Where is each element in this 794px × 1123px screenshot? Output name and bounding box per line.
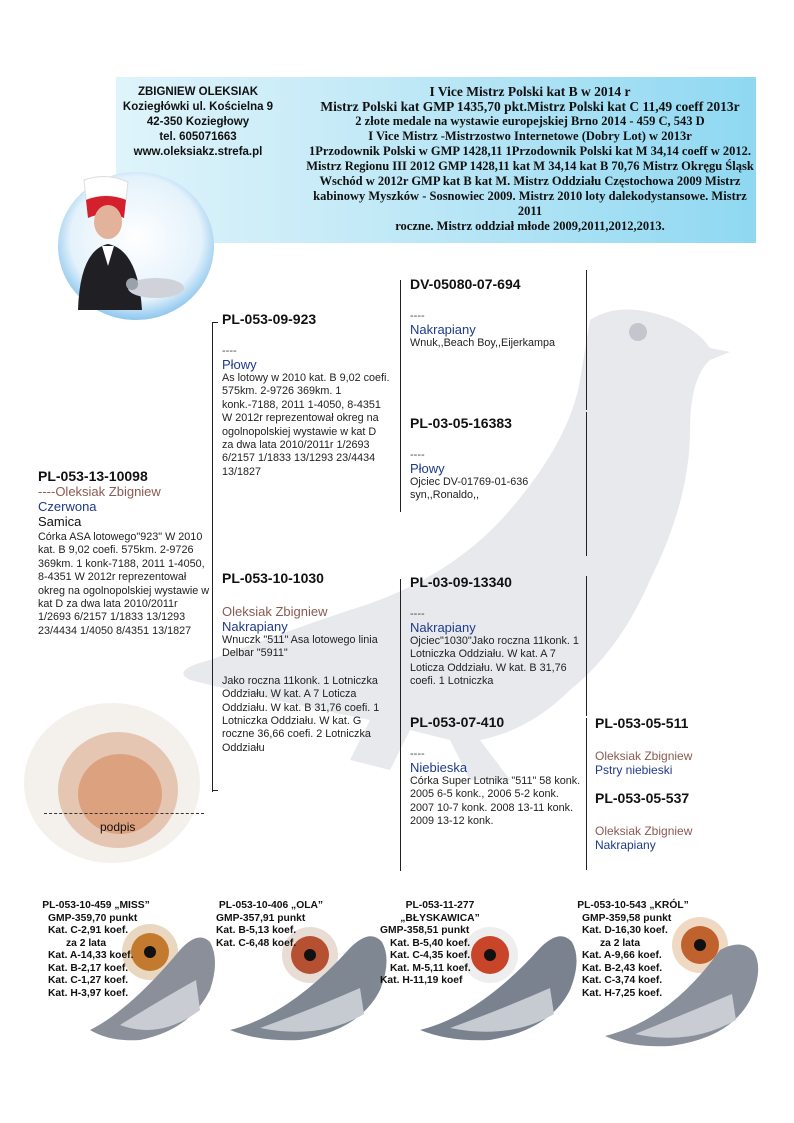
card-line: Kat. B-5,40 koef. (390, 937, 471, 949)
card-line: „BŁYSKAWICA” (400, 912, 480, 924)
sire-color: Płowy (222, 357, 257, 372)
sd-color: Płowy (410, 461, 445, 476)
title-line: 1Przodownik Polski w GMP 1428,11 1Przodownik Polski kat M 34,14 coeff w 2012. (308, 144, 751, 158)
bracket-line (212, 322, 213, 792)
bracket-line (212, 790, 218, 791)
card-line: GMP-359,70 punkt (48, 912, 138, 924)
dam-notes-1: Wnuczk "511" Asa lotowego linia Delbar "5911" (222, 634, 378, 660)
card-title: PL-053-10-406 „OLA” (218, 900, 324, 911)
dd-notes: Córka Super Lotnika "511" 58 konk. 2005 6-5 konk., 2006 5-2 konk. 2007 10-7 konk. 2008 13-11 konk. 2009 13-12 konk. (410, 775, 581, 828)
card-line: Kat. C-3,74 koef. (582, 975, 663, 986)
card-line: Kat. A-14,33 koef. (48, 950, 134, 961)
subject-notes: Córka ASA lotowego"923" W 2010 kat. B 9,02 coefi. 575km. 2-9726 369km. 1 konk-7188, 2011 1-4050, 8-4351 W 2012r reprezentował okreg na ogolnopolskiej wystawie w kat D za dwa lata 2010/2011r 1/2693 6/2157 1/1833 13/1293 23/4434 1/4050 8/4351 13/1827 (38, 531, 210, 637)
ss-color: Nakrapiany (410, 322, 476, 337)
dam-owner: Oleksiak Zbigniew (222, 604, 328, 619)
card-line: Kat. B-2,17 koef. (48, 962, 129, 974)
ss-notes: Wnuk,,Beach Boy,,Eijerkampa (410, 337, 556, 349)
subject-pigeon (38, 468, 210, 638)
sd-notes: Ojciec DV-01769-01-636 syn,,Ronaldo,, (410, 476, 529, 502)
dd-ring: PL-053-07-410 (410, 714, 505, 730)
title-line: Wschód w 2012r GMP kat B kat M. Mistrz Oddziału Częstochowa 2009 Mistrz (319, 174, 741, 188)
card-line: Kat. H-11,19 koef (380, 975, 463, 986)
great-grandsire (595, 715, 785, 777)
sire-dash: ---- (222, 345, 237, 357)
subject-owner: ----Oleksiak Zbigniew (38, 484, 161, 499)
card-line: GMP-358,51 punkt (380, 925, 470, 936)
title-line: Mistrz Regionu III 2012 GMP 1428,11 kat M 34,14 kat B 70,76 Mistrz Okręgu Śląsk (306, 159, 754, 173)
card-line: Kat. B-5,13 koef. (216, 925, 297, 936)
breeder-contact (118, 85, 278, 160)
dd-dash: ---- (410, 748, 425, 760)
dam-ring: PL-053-10-1030 (222, 570, 324, 586)
sire-sire (410, 276, 582, 350)
great-granddam (595, 790, 785, 852)
title-line: I Vice Mistrz Polski kat B w 2014 r (429, 84, 631, 99)
breeder-name: ZBIGNIEW OLEKSIAK (137, 86, 259, 98)
card-title: PL-053-10-459 „MISS” (42, 900, 150, 911)
address-line-1: Koziegłówki ul. Kościelna 9 (122, 101, 274, 113)
card-line: Kat. C-6,48 koef. (216, 937, 297, 949)
ddg1-ring: PL-053-05-511 (595, 715, 689, 731)
bottom-card-krol (568, 900, 698, 1000)
ddg2-owner: Oleksiak Zbigniew (595, 824, 693, 838)
ss-ring: DV-05080-07-694 (410, 276, 521, 292)
title-line: roczne. Mistrz oddział młode 2009,2011,2012,2013. (395, 219, 665, 233)
bottom-card-miss (26, 900, 166, 1000)
subject-sex: Samica (38, 514, 82, 529)
sd-ring: PL-03-05-16383 (410, 415, 512, 431)
title-line: I Vice Mistrz -Mistrzostwo Internetowe (Dobry Lot) w 2013r (368, 129, 692, 143)
sire (222, 311, 390, 479)
card-line: Kat. A-9,66 koef. (582, 950, 662, 961)
sire-notes: As lotowy w 2010 kat. B 9,02 coefi. 575km. 2-9726 369km. 1 konk.-7188, 2011 1-4050, 8-4351 W 2012r reprezentował okreg na ogolnopolskiej wystawie w kat D za dwa lata 2010/2011r 1/2693 6/2157 1/1833 13/1293 23/4434 13/1827 (222, 372, 390, 478)
card-line: Kat. C-1,27 koef. (48, 975, 129, 986)
phone: tel. 605071663 (159, 131, 237, 143)
address-line-2: 42-350 Koziegłowy (146, 116, 250, 128)
sire-dam (410, 415, 582, 503)
card-line: Kat. M-5,11 koef. (390, 962, 471, 974)
dd-color: Niebieska (410, 760, 468, 775)
card-line: za 2 lata (66, 937, 107, 949)
card-line: Kat. B-2,43 koef. (582, 962, 663, 974)
signature-line (44, 813, 204, 814)
website-link[interactable]: www.oleksiakz.strefa.pl (133, 146, 263, 158)
bracket-line (586, 412, 587, 556)
dam-dam (410, 714, 582, 829)
signature-label: podpis (100, 820, 136, 834)
card-line: za 2 lata (600, 937, 641, 949)
bracket-line (400, 579, 401, 871)
achievements (305, 84, 755, 234)
ds-ring: PL-03-09-13340 (410, 574, 512, 590)
sd-dash: ---- (410, 449, 425, 461)
card-line: GMP-359,58 punkt (582, 912, 672, 924)
bracket-line (400, 280, 401, 512)
card-line: Kat. C-2,91 koef. (48, 925, 129, 936)
card-line: Kat. H-7,25 koef. (582, 987, 663, 999)
bracket-line (586, 576, 587, 716)
bottom-card-blyskawica (380, 900, 500, 988)
card-line: Kat. C-4,35 koef. (390, 950, 471, 961)
ddg1-color: Pstry niebieski (595, 763, 673, 777)
bottom-card-ola (206, 900, 336, 950)
bracket-line (212, 322, 218, 323)
card-title: PL-053-10-543 „KRÓL” (577, 900, 689, 911)
dam-color: Nakrapiany (222, 619, 288, 634)
bracket-line (586, 718, 587, 870)
title-line: kabinowy Myszków - Sosnowiec 2009. Mistrz 2010 loty dalekodystansowe. Mistrz 2011 (313, 189, 747, 218)
card-title: PL-053-11-277 (405, 900, 475, 911)
title-line: Mistrz Polski kat GMP 1435,70 pkt.Mistrz Polski kat C 11,49 coeff 2013r (320, 99, 740, 114)
ds-color: Nakrapiany (410, 620, 476, 635)
ds-notes: Ojciec"1030"Jako roczna 11konk. 1 Lotniczka Oddziału. W kat. A 7 Loticza Oddziału. W kat. B 31,76 coefi. 1 Lotniczka (410, 635, 579, 688)
ss-dash: ---- (410, 310, 425, 322)
bracket-line (586, 270, 587, 410)
sire-ring: PL-053-09-923 (222, 311, 317, 327)
card-line: GMP-357,91 punkt (216, 912, 306, 924)
dam (222, 570, 390, 755)
dam-sire (410, 574, 582, 689)
card-line: Kat. H-3,97 koef. (48, 987, 129, 999)
dam-notes-2: Jako roczna 11konk. 1 Lotniczka Oddziału. W kat. A 7 Loticza Oddziału. W kat. B 31,76 coefi. 1 Lotniczka Oddziału. W kat. G roczne 36,66 coefi. 2 Lotniczka Oddziału (222, 674, 380, 754)
ddg2-ring: PL-053-05-537 (595, 790, 690, 806)
card-line: Kat. D-16,30 koef. (582, 925, 668, 936)
eye-illustration (22, 698, 202, 868)
title-line: 2 złote medale na wystawie europejskiej Brno 2014 - 459 C, 543 D (355, 114, 705, 128)
subject-color: Czerwona (38, 499, 97, 514)
ds-dash: ---- (410, 608, 425, 620)
subject-ring: PL-053-13-10098 (38, 468, 148, 484)
ddg1-owner: Oleksiak Zbigniew (595, 749, 693, 763)
ddg2-color: Nakrapiany (595, 838, 656, 852)
